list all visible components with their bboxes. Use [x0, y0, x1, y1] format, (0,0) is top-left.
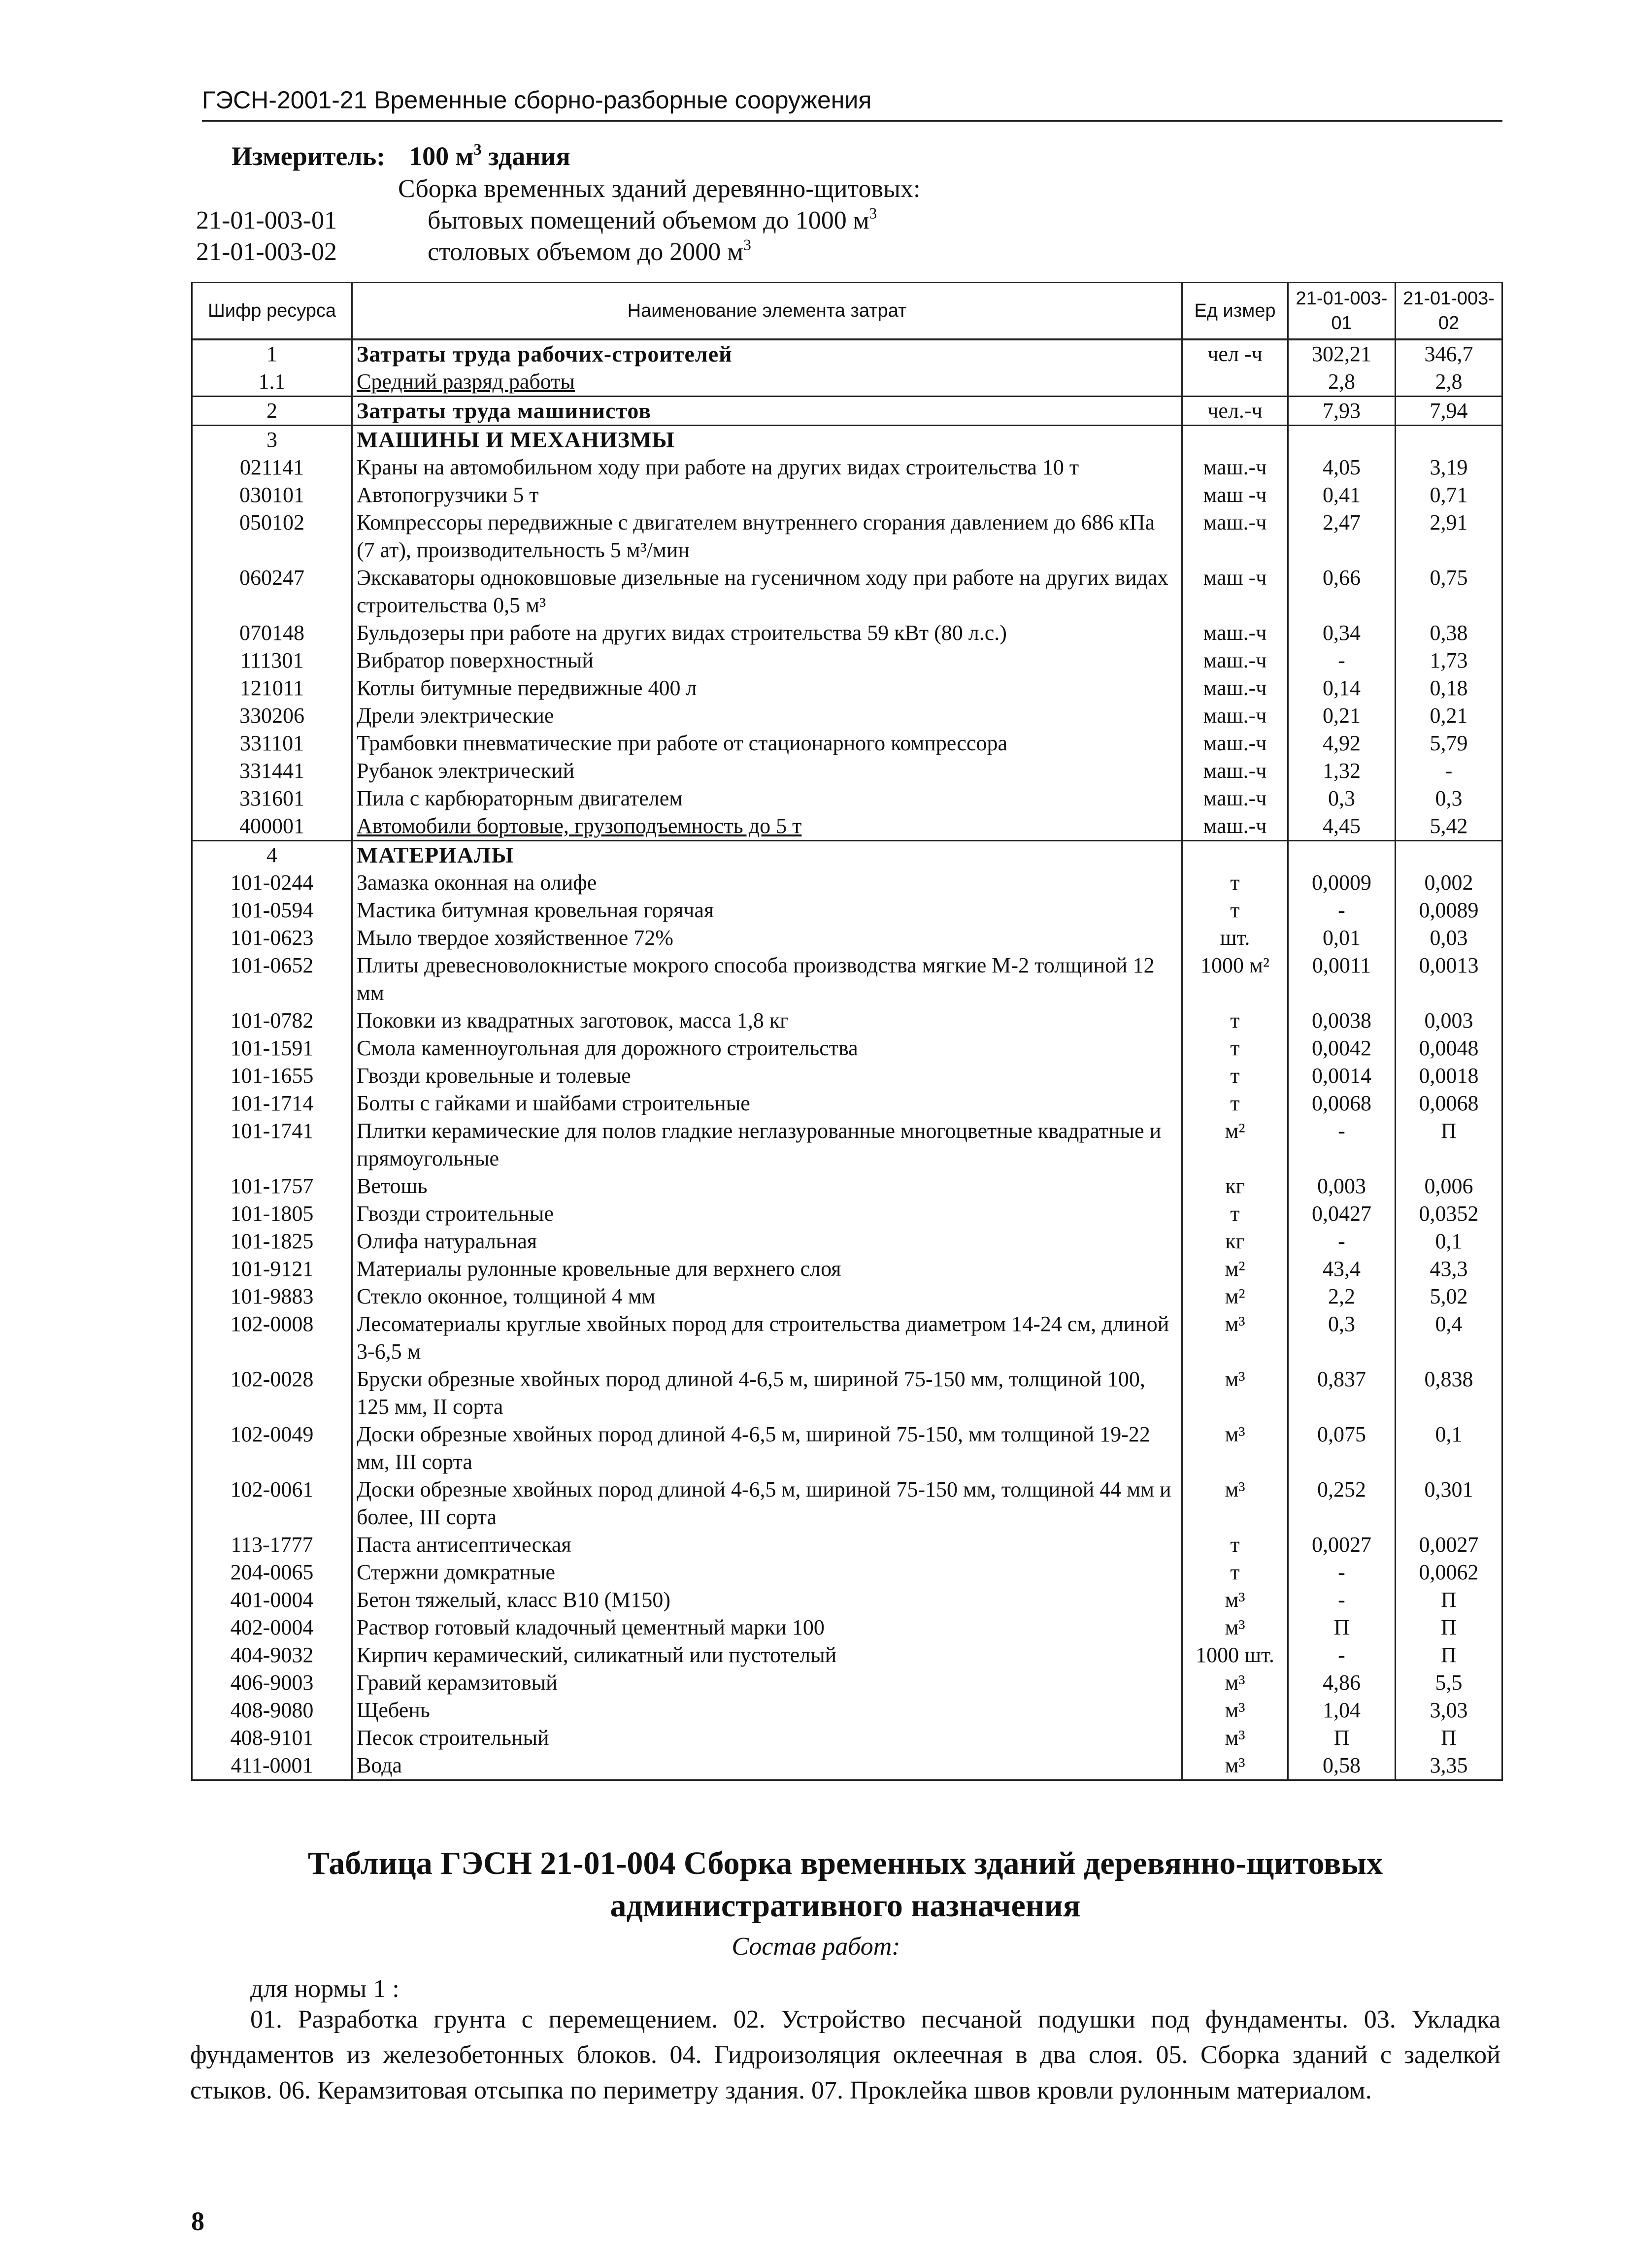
table-row — [192, 426, 1502, 454]
cell-value-1: 0,075 — [1288, 1421, 1396, 1476]
cell-value-2: 0,4 — [1396, 1310, 1502, 1366]
cell-name: Плиты древесноволокнистые мокрого способа производства мягкие М-2 толщиной 12 мм — [352, 952, 1182, 1007]
cell-name: Доски обрезные хвойных пород длиной 4-6,5 м, шириной 75-150, мм толщиной 19-22 мм, III сорта — [352, 1421, 1182, 1476]
cell-name: Паста антисептическая — [352, 1531, 1182, 1559]
cell-value-2: 0,1 — [1396, 1228, 1502, 1255]
norm-row-1 — [196, 205, 877, 236]
cell-code: 101-1714 — [192, 1090, 352, 1117]
cell-value-2: - — [1396, 757, 1502, 785]
cell-value-2: 0,0027 — [1396, 1531, 1502, 1559]
cell-unit: т — [1182, 897, 1288, 924]
cell-name: Мыло твердое хозяйственное 72% — [352, 924, 1182, 952]
cell-code: 113-1777 — [192, 1531, 352, 1559]
cell-value-1: 0,3 — [1288, 785, 1396, 812]
cell-value-1: 0,0009 — [1288, 869, 1396, 897]
cell-code: 411-0001 — [192, 1752, 352, 1780]
cell-unit: маш -ч — [1182, 481, 1288, 509]
cell-value-1: - — [1288, 1117, 1396, 1172]
cell-name: Гвозди кровельные и толевые — [352, 1062, 1182, 1090]
cell-value-2: 5,42 — [1396, 812, 1502, 841]
cell-value-1: 0,66 — [1288, 564, 1396, 619]
cell-value-2: 0,3 — [1396, 785, 1502, 812]
table-row — [192, 619, 1502, 647]
table-row — [192, 1697, 1502, 1724]
cell-code: 101-1591 — [192, 1034, 352, 1062]
cell-unit: маш.-ч — [1182, 702, 1288, 730]
cell-code: 101-0244 — [192, 869, 352, 897]
cell-code: 101-9121 — [192, 1255, 352, 1283]
table-row — [192, 397, 1502, 426]
table-row — [192, 1310, 1502, 1366]
cell-unit: т — [1182, 1034, 1288, 1062]
cell-value-2: 0,1 — [1396, 1421, 1502, 1476]
cell-value-2: 3,03 — [1396, 1697, 1502, 1724]
cell-code: 331101 — [192, 730, 352, 757]
cell-value-1: 2,47 — [1288, 509, 1396, 564]
meter-label: Измеритель: — [232, 141, 386, 171]
cell-unit: маш.-ч — [1182, 619, 1288, 647]
cell-value-2 — [1396, 426, 1502, 454]
table-row — [192, 674, 1502, 702]
cell-name: Компрессоры передвижные с двигателем внутреннего сгорания давлением до 686 кПа (7 ат), производительность 5 м³/мин — [352, 509, 1182, 564]
cell-name: Автопогрузчики 5 т — [352, 481, 1182, 509]
cell-unit: маш.-ч — [1182, 785, 1288, 812]
table-row — [192, 841, 1502, 869]
cell-unit: маш -ч — [1182, 564, 1288, 619]
cell-name: Трамбовки пневматические при работе от стационарного компрессора — [352, 730, 1182, 757]
meter-line — [232, 139, 570, 173]
table-row — [192, 730, 1502, 757]
cell-value-2: 0,0089 — [1396, 897, 1502, 924]
header-col-1: 21-01-003-01 — [1288, 283, 1396, 340]
cell-unit: м² — [1182, 1117, 1288, 1172]
page-number: 8 — [191, 2206, 204, 2236]
cell-value-1: 2,2 — [1288, 1283, 1396, 1310]
cell-unit: маш.-ч — [1182, 730, 1288, 757]
header-code: Шифр ресурса — [192, 283, 352, 340]
cell-value-2: 0,301 — [1396, 1476, 1502, 1531]
cell-code: 050102 — [192, 509, 352, 564]
cell-name: Рубанок электрический — [352, 757, 1182, 785]
cell-unit: м³ — [1182, 1476, 1288, 1531]
cell-value-1: - — [1288, 1641, 1396, 1669]
cell-name: Вибратор поверхностный — [352, 647, 1182, 674]
cell-code: 402-0004 — [192, 1614, 352, 1641]
cell-unit: м³ — [1182, 1614, 1288, 1641]
table-row — [192, 1614, 1502, 1641]
cell-name: Бруски обрезные хвойных пород длиной 4-6,5 м, шириной 75-150 мм, толщиной 100, 125 мм, II сорта — [352, 1366, 1182, 1421]
cell-code: 121011 — [192, 674, 352, 702]
cell-value-2: 0,0062 — [1396, 1559, 1502, 1586]
cell-unit: кг — [1182, 1172, 1288, 1200]
table-row — [192, 1283, 1502, 1310]
cell-unit: т — [1182, 1062, 1288, 1090]
cell-value-1: - — [1288, 1586, 1396, 1614]
cell-unit — [1182, 426, 1288, 454]
cell-value-2: П — [1396, 1724, 1502, 1752]
cell-name: Поковки из квадратных заготовок, масса 1,8 кг — [352, 1007, 1182, 1034]
cell-value-1: П — [1288, 1614, 1396, 1641]
cell-unit: м³ — [1182, 1724, 1288, 1752]
cell-value-2: 0,0068 — [1396, 1090, 1502, 1117]
cell-name: Бетон тяжелый, класс В10 (М150) — [352, 1586, 1182, 1614]
table-row — [192, 647, 1502, 674]
cell-value-2: 5,5 — [1396, 1669, 1502, 1697]
cell-value-2: 0,71 — [1396, 481, 1502, 509]
cell-code: 101-1805 — [192, 1200, 352, 1228]
cell-code: 101-1741 — [192, 1117, 352, 1172]
cell-name: Затраты труда рабочих-строителей — [352, 339, 1182, 368]
cell-name: Песок строительный — [352, 1724, 1182, 1752]
cell-value-1: 0,252 — [1288, 1476, 1396, 1531]
cell-value-1: 0,01 — [1288, 924, 1396, 952]
cell-code: 102-0008 — [192, 1310, 352, 1366]
cell-unit: м² — [1182, 1283, 1288, 1310]
table-row — [192, 1669, 1502, 1697]
cell-name: Краны на автомобильном ходу при работе на других видах строительства 10 т — [352, 454, 1182, 481]
cell-code: 101-0594 — [192, 897, 352, 924]
cell-unit: чел.-ч — [1182, 397, 1288, 426]
cell-value-2: П — [1396, 1586, 1502, 1614]
cell-value-1: 0,3 — [1288, 1310, 1396, 1366]
cell-name: Болты с гайками и шайбами строительные — [352, 1090, 1182, 1117]
cell-value-1: П — [1288, 1724, 1396, 1752]
next-table-title: Таблица ГЭСН 21-01-004 Сборка временных зданий деревянно-щитовых административного назначения — [307, 1845, 1383, 1924]
cell-value-2: 346,7 — [1396, 339, 1502, 368]
cell-value-1: 1,04 — [1288, 1697, 1396, 1724]
cell-value-1: 0,41 — [1288, 481, 1396, 509]
cell-unit: м² — [1182, 1255, 1288, 1283]
cell-name: Вода — [352, 1752, 1182, 1780]
cell-value-2: 2,8 — [1396, 368, 1502, 397]
cell-name: Гравий керамзитовый — [352, 1669, 1182, 1697]
norm-code: 21-01-003-01 — [196, 206, 337, 234]
norm-text: столовых объемом до 2000 $м^3$ — [428, 236, 751, 266]
table-row — [192, 1062, 1502, 1090]
cell-code: 2 — [192, 397, 352, 426]
cell-value-2: 0,838 — [1396, 1366, 1502, 1421]
cell-value-1: 7,93 — [1288, 397, 1396, 426]
cell-value-1: - — [1288, 1228, 1396, 1255]
cell-unit: м³ — [1182, 1310, 1288, 1366]
cell-value-1: 0,0068 — [1288, 1090, 1396, 1117]
cell-name: Пила с карбюраторным двигателем — [352, 785, 1182, 812]
cell-name: Доски обрезные хвойных пород длиной 4-6,5 м, шириной 75-150 мм, толщиной 44 мм и более, III сорта — [352, 1476, 1182, 1531]
cell-code: 408-9101 — [192, 1724, 352, 1752]
cell-code: 102-0028 — [192, 1366, 352, 1421]
norm-text: бытовых помещений объемом до 1000 $м^3$ — [428, 204, 877, 234]
cell-value-2: 0,0352 — [1396, 1200, 1502, 1228]
cell-code: 4 — [192, 841, 352, 869]
table-row — [192, 1724, 1502, 1752]
table-row — [192, 702, 1502, 730]
cell-code: 102-0061 — [192, 1476, 352, 1531]
cell-name: Кирпич керамический, силикатный или пустотелый — [352, 1641, 1182, 1669]
cell-value-2: 0,003 — [1396, 1007, 1502, 1034]
cell-value-1: 0,14 — [1288, 674, 1396, 702]
cell-value-1: 43,4 — [1288, 1255, 1396, 1283]
cell-name: Котлы битумные передвижные 400 л — [352, 674, 1182, 702]
cell-value-1: 0,837 — [1288, 1366, 1396, 1421]
cell-value-1: 0,0038 — [1288, 1007, 1396, 1034]
cell-unit: т — [1182, 1200, 1288, 1228]
cell-code: 401-0004 — [192, 1586, 352, 1614]
table-body — [192, 339, 1502, 1780]
cell-unit: м³ — [1182, 1697, 1288, 1724]
cell-value-2: 1,73 — [1396, 647, 1502, 674]
cell-code: 070148 — [192, 619, 352, 647]
cell-value-2: 3,35 — [1396, 1752, 1502, 1780]
norm-code: 21-01-003-02 — [196, 238, 337, 266]
cell-value-2: 0,18 — [1396, 674, 1502, 702]
cell-name: Автомобили бортовые, грузоподъемность до 5 т — [352, 812, 1182, 841]
header-col-2: 21-01-003-02 — [1396, 283, 1502, 340]
cell-value-2: 0,75 — [1396, 564, 1502, 619]
cell-name: Гвозди строительные — [352, 1200, 1182, 1228]
cell-code: 101-0782 — [192, 1007, 352, 1034]
cell-name: Мастика битумная кровельная горячая — [352, 897, 1182, 924]
table-row — [192, 1090, 1502, 1117]
cell-value-1: 0,0042 — [1288, 1034, 1396, 1062]
cell-unit: маш.-ч — [1182, 674, 1288, 702]
cell-value-2: 0,0048 — [1396, 1034, 1502, 1062]
cell-unit: м³ — [1182, 1366, 1288, 1421]
cell-value-1: - — [1288, 897, 1396, 924]
cell-value-2: 0,38 — [1396, 619, 1502, 647]
cell-unit: т — [1182, 1559, 1288, 1586]
cell-name: МАШИНЫ И МЕХАНИЗМЫ — [352, 426, 1182, 454]
cell-value-1 — [1288, 841, 1396, 869]
norms-caption: Сборка временных зданий деревянно-щитовых: — [398, 175, 921, 203]
cell-code: 101-0623 — [192, 924, 352, 952]
cell-value-2: 0,03 — [1396, 924, 1502, 952]
cell-code: 331441 — [192, 757, 352, 785]
cell-value-2: 0,21 — [1396, 702, 1502, 730]
meter-value: 100 $м^3$ здания — [409, 140, 570, 171]
cell-code: 101-1655 — [192, 1062, 352, 1090]
cell-code: 101-1825 — [192, 1228, 352, 1255]
cell-unit: маш.-ч — [1182, 647, 1288, 674]
cell-code: 101-0652 — [192, 952, 352, 1007]
cell-unit: маш.-ч — [1182, 757, 1288, 785]
table-row — [192, 1366, 1502, 1421]
table-row — [192, 1752, 1502, 1780]
cell-code: 408-9080 — [192, 1697, 352, 1724]
cell-unit — [1182, 841, 1288, 869]
table-row — [192, 757, 1502, 785]
cell-value-1: 0,21 — [1288, 702, 1396, 730]
cell-unit: т — [1182, 869, 1288, 897]
resource-table — [191, 282, 1503, 1781]
cell-unit: м³ — [1182, 1421, 1288, 1476]
cell-value-2: П — [1396, 1614, 1502, 1641]
cell-value-2: 7,94 — [1396, 397, 1502, 426]
table-row — [192, 1559, 1502, 1586]
cell-value-1: - — [1288, 647, 1396, 674]
table-row — [192, 785, 1502, 812]
table-row — [192, 812, 1502, 841]
cell-name: Затраты труда машинистов — [352, 397, 1182, 426]
cell-value-1: 4,92 — [1288, 730, 1396, 757]
cell-unit: чел -ч — [1182, 339, 1288, 368]
cell-unit: т — [1182, 1090, 1288, 1117]
cell-value-1: 0,0427 — [1288, 1200, 1396, 1228]
cell-name: Стекло оконное, толщиной 4 мм — [352, 1283, 1182, 1310]
cell-value-1: 0,58 — [1288, 1752, 1396, 1780]
cell-unit: 1000 шт. — [1182, 1641, 1288, 1669]
cell-name: Смола каменноугольная для дорожного строительства — [352, 1034, 1182, 1062]
table-row — [192, 1476, 1502, 1531]
table-row — [192, 1200, 1502, 1228]
cell-unit: кг — [1182, 1228, 1288, 1255]
cell-value-1: 0,34 — [1288, 619, 1396, 647]
cell-value-1: 4,86 — [1288, 1669, 1396, 1697]
cell-code: 406-9003 — [192, 1669, 352, 1697]
cell-unit: т — [1182, 1531, 1288, 1559]
cell-code: 3 — [192, 426, 352, 454]
table-row — [192, 1172, 1502, 1200]
cell-name: Плитки керамические для полов гладкие неглазурованные многоцветные квадратные и прямоугольные — [352, 1117, 1182, 1172]
table-row — [192, 1421, 1502, 1476]
cell-code: 400001 — [192, 812, 352, 841]
cell-name: Ветошь — [352, 1172, 1182, 1200]
table-row — [192, 869, 1502, 897]
cell-unit — [1182, 368, 1288, 397]
table-row — [192, 1007, 1502, 1034]
cell-value-2: 2,91 — [1396, 509, 1502, 564]
table-row — [192, 454, 1502, 481]
cell-name: Олифа натуральная — [352, 1228, 1182, 1255]
table-row — [192, 481, 1502, 509]
cell-unit: шт. — [1182, 924, 1288, 952]
works-list: 01. Разработка грунта с перемещением. 02. Устройство песчаной подушки под фундаменты. 03. Укладка фундаментов из железобетонных блоков. 04. Гидроизоляция оклеечная в два слоя. 05. Сборка зданий с заделкой стыков. 06. Керамзитовая отсыпка по периметру здания. 07. Проклейка швов кровли рулонным материалом. — [190, 2005, 1500, 2104]
cell-code: 1.1 — [192, 368, 352, 397]
table-row — [192, 924, 1502, 952]
cell-unit: м³ — [1182, 1669, 1288, 1697]
cell-value-1: 0,0027 — [1288, 1531, 1396, 1559]
cell-value-2: 0,0013 — [1396, 952, 1502, 1007]
cell-name: Раствор готовый кладочный цементный марки 100 — [352, 1614, 1182, 1641]
cell-name: Материалы рулонные кровельные для верхнего слоя — [352, 1255, 1182, 1283]
cell-name: МАТЕРИАЛЫ — [352, 841, 1182, 869]
cell-code: 111301 — [192, 647, 352, 674]
table-row — [192, 1586, 1502, 1614]
cell-code: 060247 — [192, 564, 352, 619]
cell-unit: маш.-ч — [1182, 812, 1288, 841]
cell-value-1 — [1288, 426, 1396, 454]
running-header: ГЭСН-2001-21 Временные сборно-разборные сооружения — [202, 83, 1502, 122]
cell-value-1: 0,0014 — [1288, 1062, 1396, 1090]
table-row — [192, 1531, 1502, 1559]
table-row — [192, 1255, 1502, 1283]
cell-value-2: 43,3 — [1396, 1255, 1502, 1283]
cell-unit: м³ — [1182, 1752, 1288, 1780]
header-unit: Ед измер — [1182, 283, 1288, 340]
table-row — [192, 564, 1502, 619]
cell-value-1: 1,32 — [1288, 757, 1396, 785]
table-row — [192, 952, 1502, 1007]
cell-name: Дрели электрические — [352, 702, 1182, 730]
cell-unit: маш.-ч — [1182, 509, 1288, 564]
cell-name: Средний разряд работы — [352, 368, 1182, 397]
cell-name: Бульдозеры при работе на других видах строительства 59 кВт (80 л.с.) — [352, 619, 1182, 647]
cell-code: 331601 — [192, 785, 352, 812]
cell-value-1: - — [1288, 1559, 1396, 1586]
cell-value-2: 5,02 — [1396, 1283, 1502, 1310]
for-norm-label: для нормы 1 : — [250, 1975, 400, 2003]
table-row — [192, 1117, 1502, 1172]
cell-code: 030101 — [192, 481, 352, 509]
cell-code: 204-0065 — [192, 1559, 352, 1586]
cell-name: Стержни домкратные — [352, 1559, 1182, 1586]
table-row — [192, 1641, 1502, 1669]
cell-value-1: 302,21 — [1288, 339, 1396, 368]
cell-code: 101-1757 — [192, 1172, 352, 1200]
cell-value-2: П — [1396, 1641, 1502, 1669]
table-row — [192, 368, 1502, 397]
cell-name: Замазка оконная на олифе — [352, 869, 1182, 897]
cell-unit: маш.-ч — [1182, 454, 1288, 481]
cell-unit: м³ — [1182, 1586, 1288, 1614]
cell-value-1: 2,8 — [1288, 368, 1396, 397]
cell-value-1: 0,0011 — [1288, 952, 1396, 1007]
cell-unit: 1000 м² — [1182, 952, 1288, 1007]
table-row — [192, 509, 1502, 564]
cell-code: 021141 — [192, 454, 352, 481]
cell-code: 330206 — [192, 702, 352, 730]
cell-value-1: 4,45 — [1288, 812, 1396, 841]
table-header-row — [192, 283, 1502, 340]
table-row — [192, 1034, 1502, 1062]
table-row — [192, 897, 1502, 924]
cell-value-2: 0,0018 — [1396, 1062, 1502, 1090]
norm-row-2 — [196, 236, 751, 268]
table-row — [192, 339, 1502, 368]
cell-name: Щебень — [352, 1697, 1182, 1724]
composition-heading: Состав работ: — [732, 1933, 900, 1961]
cell-name: Лесоматериалы круглые хвойных пород для строительства диаметром 14-24 см, длиной 3-6,5 м — [352, 1310, 1182, 1366]
cell-code: 101-9883 — [192, 1283, 352, 1310]
cell-value-2: 0,002 — [1396, 869, 1502, 897]
cell-value-2: П — [1396, 1117, 1502, 1172]
cell-value-1: 4,05 — [1288, 454, 1396, 481]
cell-code: 404-9032 — [192, 1641, 352, 1669]
table-row — [192, 1228, 1502, 1255]
cell-value-2: 5,79 — [1396, 730, 1502, 757]
header-name: Наименование элемента затрат — [352, 283, 1182, 340]
cell-value-1: 0,003 — [1288, 1172, 1396, 1200]
cell-name: Экскаваторы одноковшовые дизельные на гусеничном ходу при работе на других видах строительства 0,5 м³ — [352, 564, 1182, 619]
cell-code: 102-0049 — [192, 1421, 352, 1476]
cell-value-2 — [1396, 841, 1502, 869]
cell-code: 1 — [192, 339, 352, 368]
cell-unit: т — [1182, 1007, 1288, 1034]
cell-value-2: 3,19 — [1396, 454, 1502, 481]
cell-value-2: 0,006 — [1396, 1172, 1502, 1200]
